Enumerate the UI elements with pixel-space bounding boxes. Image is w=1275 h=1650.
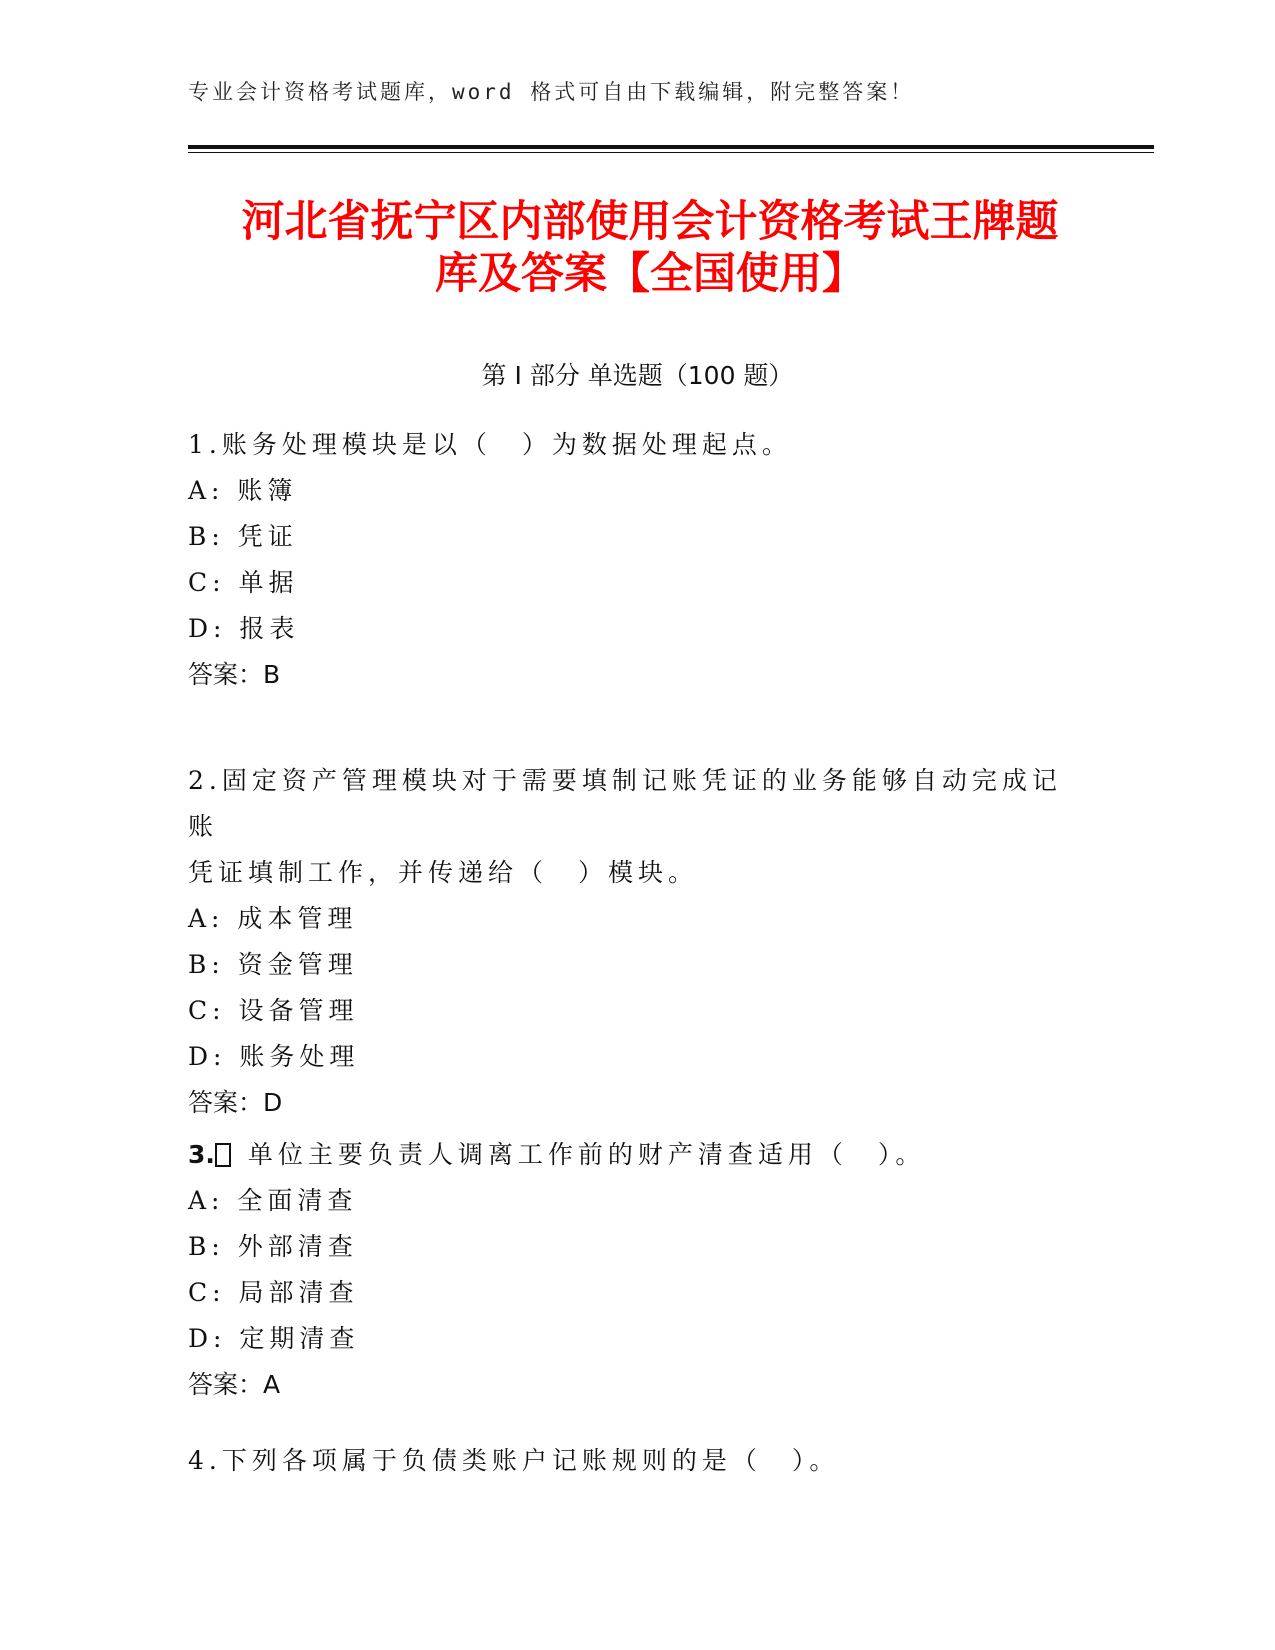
option-b: B: 外部清查 (188, 1232, 358, 1261)
header-rule-thin (188, 152, 1154, 153)
header-note: 专业会计资格考试题库，word 格式可自由下载编辑，附完整答案！ (188, 80, 915, 104)
question-text: 4.下列各项属于负债类账户记账规则的是（ ）。 (188, 1446, 840, 1475)
option-d: D: 定期清查 (188, 1324, 360, 1353)
question-2 (188, 758, 1088, 1126)
option-a: A: 全面清查 (188, 1186, 358, 1215)
title-line-2: 库及答案【全国使用】 (435, 249, 865, 299)
answer: 答案：A (188, 1370, 281, 1399)
option-d: D: 账务处理 (188, 1042, 360, 1071)
option-d: D: 报表 (188, 614, 300, 643)
header-rule-thick (188, 145, 1154, 149)
question-1 (188, 422, 1088, 698)
answer: 答案：D (188, 1088, 283, 1117)
option-c: C: 局部清查 (188, 1278, 359, 1307)
option-b: B: 凭证 (188, 522, 298, 551)
question-text (188, 1132, 1088, 1178)
question-body: 单位主要负责人调离工作前的财产清查适用（ ）。 (234, 1140, 926, 1169)
answer: 答案：B (188, 660, 281, 689)
question-text-line-1: 2.固定资产管理模块对于需要填制记账凭证的业务能够自动完成记账 (188, 766, 1062, 841)
option-b: B: 资金管理 (188, 950, 358, 979)
option-c: C: 设备管理 (188, 996, 359, 1025)
document-title (150, 196, 1150, 300)
option-a: A: 成本管理 (188, 904, 358, 933)
option-a: A: 账簿 (188, 476, 298, 505)
question-text-line-2: 凭证填制工作，并传递给（ ）模块。 (188, 858, 699, 887)
missing-glyph-icon (215, 1143, 231, 1167)
question-number: 3. (188, 1140, 215, 1169)
question-text: 1.账务处理模块是以（ ）为数据处理起点。 (188, 430, 792, 459)
section-heading: 第 I 部分 单选题（100 题） (481, 361, 794, 390)
title-line-1: 河北省抚宁区内部使用会计资格考试王牌题 (241, 197, 1059, 247)
question-3 (188, 1132, 1088, 1408)
question-4 (188, 1438, 1088, 1484)
option-c: C: 单据 (188, 568, 299, 597)
